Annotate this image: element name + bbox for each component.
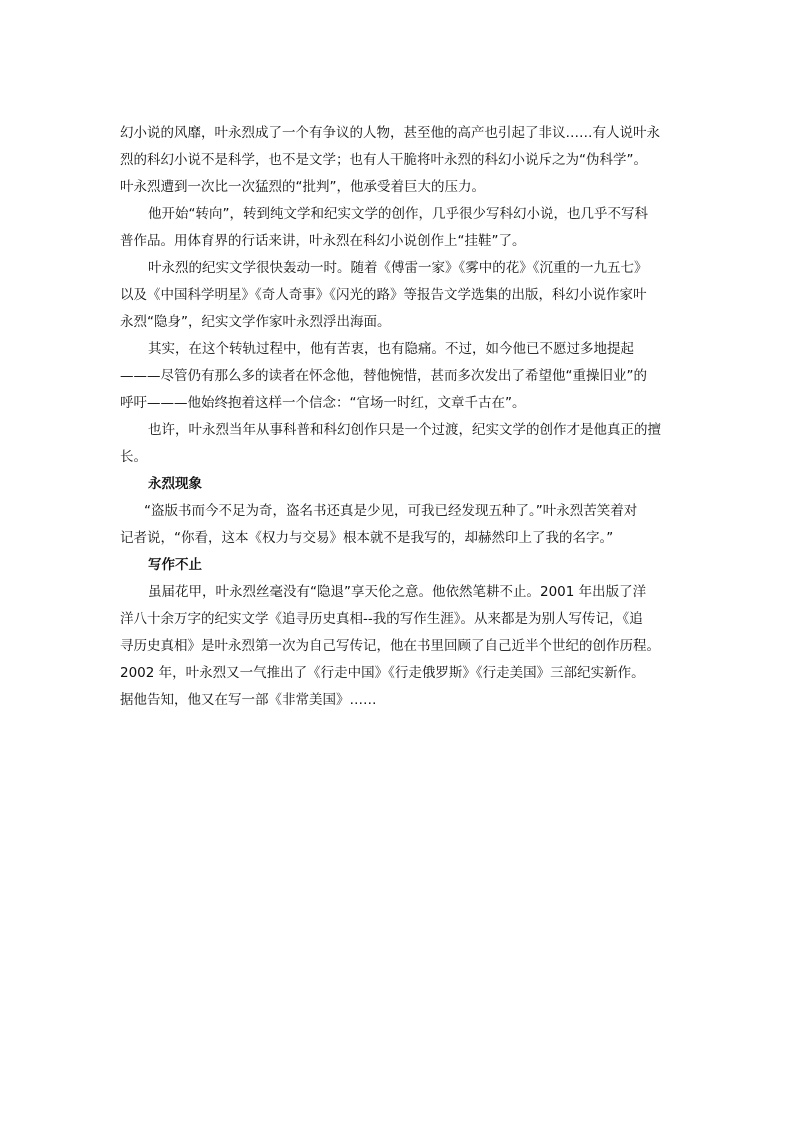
paragraph-line: 他开始“转向”，转到纯文学和纪实文学的创作，几乎很少写科幻小说，也几乎不写科	[148, 206, 648, 222]
paragraph-line: 叶永烈遭到一次比一次猛烈的“批判”，他承受着巨大的压力。	[120, 179, 485, 195]
paragraph-line: 据他告知，他又在写一部《非常美国》……	[120, 692, 377, 708]
paragraph-line: “盗版书而今不足为奇，盗名书还真是少见，可我已经发现五种了。”叶永烈苦笑着对	[144, 503, 638, 519]
paragraph-line: 烈的科幻小说不是科学，也不是文学；也有人干脆将叶永烈的科幻小说斥之为“伪科学”。	[120, 152, 647, 168]
paragraph-line: 幻小说的风靡，叶永烈成了一个有争议的人物，甚至他的高产也引起了非议……有人说叶永	[120, 125, 660, 141]
paragraph-line: 虽届花甲，叶永烈丝毫没有“隐退”享天伦之意。他依然笔耕不止。2001 年出版了洋	[148, 584, 647, 600]
paragraph-line: 寻历史真相》是叶永烈第一次为自己写传记，他在书里回顾了自己近半个世纪的创作历程。	[120, 638, 660, 654]
paragraph-line: ———尽管仍有那么多的读者在怀念他，替他惋惜，甚而多次发出了希望他“重操旧业”的	[120, 368, 647, 384]
paragraph-line: 记者说，“你看，这本《权力与交易》根本就不是我写的，却赫然印上了我的名字。”	[120, 530, 614, 546]
paragraph-line: 呼吁———他始终抱着这样一个信念：“官场一时红，文章千古在”。	[120, 395, 526, 411]
document-page	[120, 120, 680, 714]
paragraph-line: 长。	[120, 449, 147, 465]
paragraph-line: 普作品。用体育界的行话来讲，叶永烈在科幻小说创作上“挂鞋”了。	[120, 233, 526, 249]
paragraph-line: 永烈“隐身”，纪实文学作家叶永烈浮出海面。	[120, 314, 391, 330]
paragraph-line: 2002 年，叶永烈又一气推出了《行走中国》《行走俄罗斯》《行走美国》三部纪实新作。	[120, 665, 645, 681]
paragraph-line: 叶永烈的纪实文学很快轰动一时。随着《傅雷一家》《雾中的花》《沉重的一九五七》	[148, 260, 648, 276]
paragraph-line: 也许，叶永烈当年从事科普和科幻创作只是一个过渡，纪实文学的创作才是他真正的擅	[148, 422, 661, 438]
paragraph-line: 其实，在这个转轨过程中，他有苦衷，也有隐痛。不过，如今他已不愿过多地提起	[148, 341, 634, 357]
paragraph-line: 以及《中国科学明星》《奇人奇事》《闪光的路》等报告文学选集的出版，科幻小说作家叶	[120, 287, 647, 303]
section-heading: 写作不止	[148, 557, 202, 573]
paragraph-line: 洋八十余万字的纪实文学《追寻历史真相--我的写作生涯》。从来都是为别人写传记，《追	[120, 611, 643, 627]
section-heading: 永烈现象	[148, 476, 202, 492]
